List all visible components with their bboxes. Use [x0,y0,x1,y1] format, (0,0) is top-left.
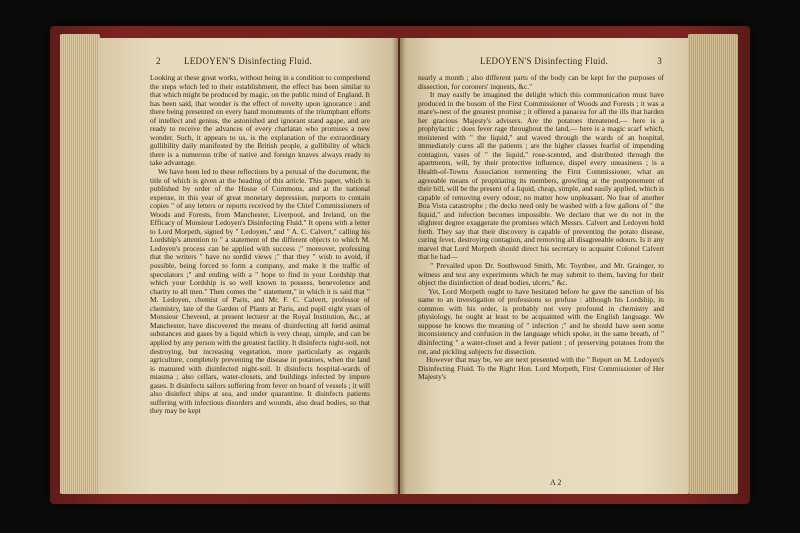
left-running-head: LEDOYEN'S Disinfecting Fluid. [183,56,313,66]
left-page-text: Looking at these great works, without being in a condition to comprehend the steps which led to their establishment, the effect has been similar to that which might be produced by magic, on the public mind of England. It has been said, that wonder is the effect of novelty upon ignorance : and there being presented on every hand monuments of the triumphant efforts of intellect and genius, the astonished and ignorant stand agape, and are ready to receive the advances of every charlatan who promises a new wonder. Such, it appears to us, is the explanation of the extraordinary gullibility daily manifested by the British people, a gullibility of which there is a numerous tribe of native and foreign knaves always ready to take advantage. We have been led to these reflections by a perusal of the document, the title of which is given at the heading of this article. This paper, which is published by order of the House of Commons, and at the national expense, in this year of great monetary depression, purports to contain copies " of any letters or reports received by the Chief Commissioners of Woods and Forests, from Manchester, Liverpool, and Ireland, on the Efficacy of Monsieur Ledoyen's Disinfecting Fluid." It opens with a letter to Lord Morpeth, signed by " Ledoyen," and " A. C. Calvert," calling his Lordship's attention to " a statement of the different objects to which M. Ledoyen's process can be applied with success ;" moreover, professing that the writers " have no sordid views ;" that they " wish to avoid, if possible, being forced to form a company, and make it the traffic of speculators ;" and ending with a " hope to find in your Lordship that which your Lordship is so well known to possess, benevolence and charity to all men." Then comes the " statement," in which it is said that " M. Ledoyen, chemist of Paris, and Mr. F. C. Calvert, professor of chemistry, late of the Garden of Plants at Paris, and pupil eight years of Monsieur Chevreul, at present lecturer at the Royal Institution, &c., at Manchester, have discovered the means of disinfecting all fœtid animal substances and gases by a liquid which is very cheap, simple, and can be applied by any person with the greatest facility. It disinfects night-soil, not destroying, but increasing vegetation, more particularly as regards agriculture, completely preventing the disease in potatoes, when the land is manured with disinfected night-soil. It disinfects hospital-wards of miasma ; also cellars, water-closets, and buildings infected by impure gases. It disinfects sailors suffering from fever on board of vessels ; it will also disinfect ships at sea, and under quarantine. It disinfects patients suffering with infectious disorders and wounds, also dead bodies, so that they may be kept [150,73,370,416]
page-edges-right [688,34,738,494]
right-page-number: 3 [657,56,662,66]
page-edges-left [60,34,100,494]
right-page-text: nearly a month ; also different parts of the body can be kept for the purposes of dissection, for coroners' inquests, &c." It may easily be imagined the delight which this communication must have produced in the bosom of the First Commissioner of Woods and Forests ; it was a mare's-nest of the greatest promise ; it offered a panacea for all the ills that harden her gracious Majesty's advisers. Are the potatoes threatened,— here is a prophylactic ; does fever rage throughout the land,— here is a magic scarf which, moistened with " the liquid," and waved through the wards of an hospital, immediately cures all the patients ; are the higher classes fearful of impending contagion, vases of " the liquid," rose-scented, and distributed through the apartments, will, by their protective influence, dispel every uneasiness ; is a Health-of-Towns Association tormenting the First Commissioner, what an agreeable means of propitiating its members, growling at the postponement of their bill, will be the present of a liquid, cheap, simple, and easily applied, which is capable of removing every odour, no matter how unpleasant. No fear of another Boa Vista catastrophe ; the decks need only be washed with a few gallons of " the liquid," and infection becomes impossible. We declare that we do not in the slightest degree exaggerate the promises which Messrs. Calvert and Ledoyen hold forth. They say that their discovery is capable of preventing the potato disease, curing fever, destroying contagion, and removing all disagreeable odours. Is it any marvel that Lord Morpeth should direct his secretary to acquaint Colonel Calvert that he had— " Prevailed upon Dr. Southwood Smith, Mr. Toynbee, and Mr. Grainger, to witness and test any experiments which he may submit to them, having for their object the disinfection of dead bodies, ulcers," &c. Yet, Lord Morpeth ought to have hesitated before he gave the sanction of his name to an investigation of professions so profuse : although his Lordship, in common with his order, is probably not very profound in chemistry and physiology, he ought at least to be acquainted with the English language. We suppose he knows the meaning of " infection ;" and he should have seen some inconsistency and confusion in the language which spoke, in the same breath, of " disinfecting " a water-closet and a fever patient ; of preserving potatoes from the rot, and pickling subjects for dissection. However that may be, we are next presented with the " Report on M. Ledoyen's Disinfecting Fluid. To the Right Hon. Lord Morpeth, First Commissioner of Her Majesty's [418,73,665,382]
signature-mark: A 2 [550,478,562,487]
left-page-number: 2 [156,56,161,66]
book-gutter [392,38,406,494]
left-page [98,38,398,494]
right-page-header [400,56,688,68]
right-page [400,38,688,494]
right-running-head: LEDOYEN'S Disinfecting Fluid. [479,56,609,66]
left-page-header [98,56,398,68]
